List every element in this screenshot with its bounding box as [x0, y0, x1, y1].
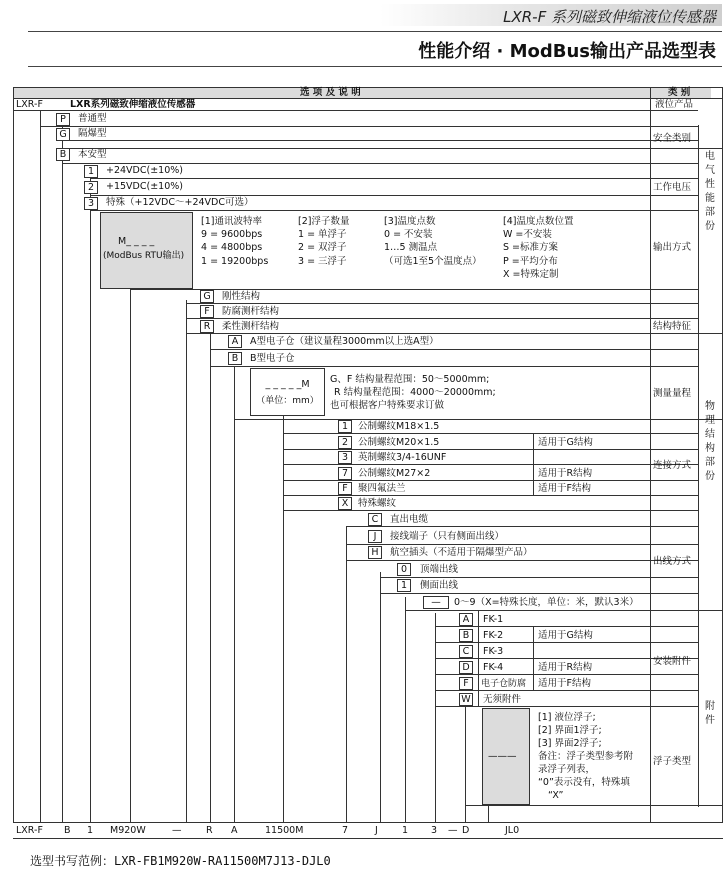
table-rule: [130, 289, 131, 822]
acc-fk4: FK-4: [483, 662, 504, 673]
example-structure: R: [206, 825, 213, 836]
conn-m20: 公制螺纹M20×1.5: [358, 437, 440, 448]
example-accessory: D: [462, 825, 470, 836]
example-code: LXR-F: [16, 825, 43, 836]
float-note-1: 备注：浮子类型参考附: [538, 751, 634, 762]
example-safety: B: [64, 825, 71, 836]
float-iface2: [3] 界面2浮子;: [538, 738, 602, 749]
code-ff: F: [459, 677, 473, 690]
float-note-2: 录浮子列表，: [538, 764, 596, 775]
float-iface1: [2] 界面1浮子;: [538, 725, 602, 736]
range-custom: 也可根据客户特殊要求订做: [330, 400, 445, 411]
series-title: LXR-F 系列磁致伸缩液位传感器: [503, 8, 716, 26]
code-sf: F: [200, 305, 214, 318]
conn-note-g: 适用于G结构: [538, 437, 593, 448]
side-physical: 物 理 结 构 部 份: [705, 401, 715, 482]
cat-float: 浮子类型: [653, 756, 692, 767]
code-len: —: [423, 596, 449, 609]
conn-note-r: 适用于R结构: [538, 468, 593, 479]
code-fc: C: [459, 645, 473, 658]
table-rule: [435, 674, 698, 675]
code-v2: 2: [84, 181, 98, 194]
housing-a: A型电子仓（建议量程3000mm以上选A型）: [250, 336, 439, 347]
table-rule: [234, 419, 722, 420]
page-title: 性能介绍 · ModBus输出产品选型表: [418, 41, 716, 62]
code-c1: 1: [338, 420, 352, 433]
example-footer: 选型书写范例：LXR-FB1M920W-RA11500M7J13-DJL0: [30, 854, 331, 868]
code-c3: 3: [338, 451, 352, 464]
table-rule: [40, 110, 41, 822]
table-rule: [13, 838, 723, 839]
code-oh: H: [368, 546, 382, 559]
baud-9600: 9 = 9600bps: [201, 229, 263, 240]
temp-1-5: 1…5 测温点: [384, 242, 438, 253]
code-cf: F: [338, 482, 352, 495]
example-direction: 1: [402, 825, 409, 836]
table-rule: [62, 140, 698, 141]
example-range: 11500M: [265, 825, 304, 836]
conn-special: 特殊螺纹: [358, 498, 397, 509]
float-3: 3 = 三浮子: [298, 256, 347, 267]
range-gf: G、F 结构量程范围：50～5000mm;: [330, 374, 490, 385]
table-rule: [435, 706, 698, 707]
table-rule: [210, 333, 211, 822]
example-float: JL0: [505, 825, 520, 836]
table-rule: [346, 544, 698, 545]
output-code: M_ _ _ _: [118, 236, 155, 247]
acc-note-g: 适用于G结构: [538, 630, 593, 641]
table-rule: [186, 318, 698, 319]
range-unit: （单位：mm）: [256, 395, 319, 406]
code-oj: J: [368, 530, 382, 543]
code-hb: B: [228, 352, 242, 365]
acc-note-r: 适用于R结构: [538, 662, 593, 673]
float-liquid: [1] 液位浮子;: [538, 712, 596, 723]
tpos-w: W =不安装: [503, 229, 552, 240]
table-rule: [650, 87, 651, 822]
category-header: 类 别: [668, 87, 691, 98]
temp-0: 0 = 不安装: [384, 229, 433, 240]
table-rule: [283, 510, 698, 511]
table-rule: [533, 626, 534, 690]
table-rule: [186, 333, 722, 334]
tpos-header: [4]温度点数位置: [503, 216, 574, 227]
cat-voltage: 工作电压: [653, 182, 692, 193]
cat-structure: 结构特征: [653, 321, 692, 332]
type-intrinsic: 本安型: [78, 149, 107, 160]
code-ha: A: [228, 335, 242, 348]
cat-product: 液位产品: [655, 99, 694, 110]
acc-fk1: FK-1: [483, 614, 504, 625]
table-rule: [435, 690, 698, 691]
float-code: ———: [488, 751, 517, 762]
code-oc: C: [368, 513, 382, 526]
table-rule: [283, 449, 698, 450]
code-o0: 0: [397, 563, 411, 576]
table-rule: [13, 822, 723, 823]
tpos-s: S =标准方案: [503, 242, 559, 253]
cat-accessory: 安装附件: [653, 656, 692, 667]
code-fd: D: [459, 661, 473, 674]
acc-fk2: FK-2: [483, 630, 504, 641]
range-code-box: [250, 368, 325, 416]
table-rule: [62, 148, 722, 149]
table-rule: [380, 593, 698, 594]
table-rule: [380, 572, 381, 822]
type-explosion: 隔爆型: [78, 128, 107, 139]
model-code: LXR-F: [16, 99, 43, 110]
table-rule: [346, 526, 347, 822]
code-v1: 1: [84, 165, 98, 178]
table-header-bg: [13, 87, 711, 98]
code-cx: X: [338, 497, 352, 510]
output-sub: (ModBus RTU输出): [103, 251, 185, 261]
model-name: LXR系列磁致伸缩液位传感器: [70, 99, 196, 110]
range-code: _ _ _ _ _M: [265, 378, 310, 390]
table-rule: [210, 349, 698, 350]
code-sr: R: [200, 320, 214, 333]
table-rule: [283, 416, 284, 822]
side-accessory: 附 件: [705, 701, 715, 726]
struct-anticorr: 防腐测杆结构: [222, 306, 280, 317]
conn-m18: 公制螺纹M18×1.5: [358, 421, 440, 432]
example-dash-1: —: [172, 825, 182, 836]
header-divider: [28, 31, 722, 32]
outlet-cable: 直出电缆: [390, 514, 429, 525]
table-rule: [283, 495, 698, 496]
example-housing: A: [231, 825, 238, 836]
voltage-24: +24VDC(±10%): [106, 165, 183, 176]
range-r: R 结构量程范围：4000～20000mm;: [334, 387, 496, 398]
table-rule: [346, 526, 698, 527]
type-normal: 普通型: [78, 113, 107, 124]
table-rule: [435, 626, 698, 627]
float-header: [2]浮子数量: [298, 216, 350, 227]
example-length: 3: [431, 825, 438, 836]
code-b: B: [56, 148, 70, 161]
acc-anticorr: 电子仓防腐: [481, 679, 527, 689]
table-rule: [698, 125, 699, 807]
baud-4800: 4 = 4800bps: [201, 242, 263, 253]
code-g: G: [56, 128, 70, 141]
table-rule: [13, 87, 14, 822]
table-rule: [130, 289, 698, 290]
voltage-15: +15VDC(±10%): [106, 181, 183, 192]
acc-none: 无须附件: [483, 694, 522, 705]
float-note-3: “0”表示没有，特殊填: [538, 777, 630, 788]
table-rule: [186, 300, 187, 822]
table-rule: [488, 805, 489, 822]
table-rule: [90, 178, 698, 179]
table-rule: [40, 126, 698, 127]
code-fa: A: [459, 613, 473, 626]
cat-connection: 连接方式: [653, 460, 692, 471]
title-divider: [28, 66, 722, 67]
example-outlet: J: [375, 825, 378, 836]
table-rule: [90, 195, 698, 196]
table-rule: [283, 433, 698, 434]
struct-flexible: 柔性测杆结构: [222, 321, 280, 332]
table-rule: [186, 303, 698, 304]
conn-unf: 英制螺纹3/4-16UNF: [358, 452, 447, 463]
side-electrical: 电 气 性 能 部 份: [705, 151, 715, 232]
baud-header: [1]通讯波特率: [201, 216, 262, 227]
code-p: P: [56, 113, 70, 126]
temp-note: （可选1至5个温度点）: [384, 256, 482, 267]
options-header: 选 项 及 说 明: [300, 87, 361, 98]
table-rule: [478, 610, 479, 706]
table-rule: [90, 210, 698, 211]
float-1: 1 = 单浮子: [298, 229, 347, 240]
cat-range: 测量量程: [653, 388, 692, 399]
table-rule: [722, 87, 723, 822]
conn-note-f: 适用于F结构: [538, 483, 591, 494]
example-connection: 7: [342, 825, 349, 836]
code-fw: W: [459, 693, 473, 706]
cat-output: 输出方式: [653, 242, 692, 253]
tpos-p: P =平均分布: [503, 256, 558, 267]
table-rule: [405, 610, 722, 611]
table-rule: [533, 433, 534, 495]
housing-b: B型电子仓: [250, 353, 295, 364]
conn-m27: 公制螺纹M27×2: [358, 468, 431, 479]
cat-safety: 安全类别: [653, 133, 692, 144]
table-rule: [380, 577, 698, 578]
cat-outlet: 出线方式: [653, 556, 692, 567]
table-rule: [346, 560, 698, 561]
table-rule: [465, 805, 722, 806]
code-fb: B: [459, 629, 473, 642]
outlet-terminal: 接线端子（只有侧面出线）: [390, 531, 505, 542]
struct-rigid: 刚性结构: [222, 291, 261, 302]
table-rule: [435, 613, 436, 822]
baud-19200: 1 = 19200bps: [201, 256, 269, 267]
acc-note-f: 适用于F结构: [538, 678, 591, 689]
outlet-top: 顶端出线: [420, 564, 459, 575]
table-rule: [90, 176, 91, 822]
cable-length: 0～9（X=特殊长度，单位：米，默认3米）: [454, 597, 639, 608]
table-rule: [62, 123, 63, 822]
table-rule: [283, 464, 698, 465]
temp-header: [3]温度点数: [384, 216, 436, 227]
tpos-x: X =特殊定制: [503, 269, 559, 280]
code-o1: 1: [397, 579, 411, 592]
code-c7: 7: [338, 467, 352, 480]
outlet-aviation: 航空插头（不适用于隔爆型产品）: [390, 547, 533, 558]
table-rule: [234, 366, 235, 822]
outlet-side: 侧面出线: [420, 580, 459, 591]
example-voltage: 1: [87, 825, 94, 836]
table-rule: [405, 597, 406, 822]
example-dash-2: —: [448, 825, 458, 836]
table-rule: [210, 366, 698, 367]
code-sg: G: [200, 290, 214, 303]
table-rule: [62, 163, 698, 164]
example-output: M920W: [110, 825, 146, 836]
table-rule: [13, 87, 723, 88]
acc-fk3: FK-3: [483, 646, 504, 657]
conn-ptfe: 聚四氟法兰: [358, 483, 406, 494]
float-2: 2 = 双浮子: [298, 242, 347, 253]
table-rule: [283, 480, 698, 481]
code-c2: 2: [338, 436, 352, 449]
voltage-special: 特殊（+12VDC～+24VDC可选）: [106, 197, 254, 208]
table-rule: [435, 642, 698, 643]
code-v3: 3: [84, 197, 98, 210]
float-note-4: “X”: [548, 790, 564, 801]
